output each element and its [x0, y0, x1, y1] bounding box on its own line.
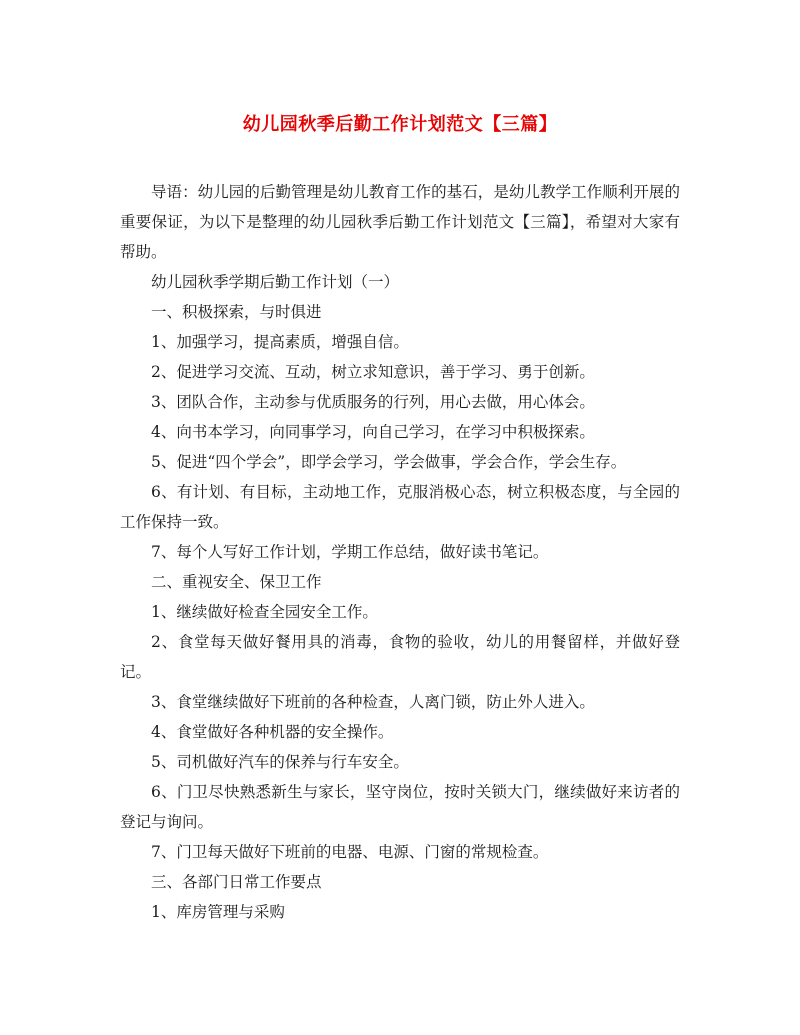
list-item: 7、每个人写好工作计划，学期工作总结，做好读书笔记。 [151, 543, 549, 561]
list-item: 4、食堂做好各种机器的安全操作。 [151, 723, 394, 741]
document-title: 幼儿园秋季后勤工作计划范文【三篇】 [242, 114, 558, 135]
list-item: 7、门卫每天做好下班前的电器、电源、门窗的常规检查。 [151, 843, 549, 861]
plan-one-heading: 幼儿园秋季学期后勤工作计划（一） [151, 273, 400, 291]
section-heading-1: 一、积极探索，与时俱进 [151, 303, 322, 321]
section-heading-2: 二、重视安全、保卫工作 [151, 573, 322, 591]
document-body [120, 177, 680, 927]
intro-paragraph: 导语：幼儿园的后勤管理是幼儿教育工作的基石，是幼儿教学工作顺利开展的重要保证，为以下是整理的幼儿园秋季后勤工作计划范文【三篇】，希望对大家有帮助。 [120, 183, 680, 261]
list-item: 1、库房管理与采购 [151, 903, 285, 921]
list-item: 5、司机做好汽车的保养与行车安全。 [151, 753, 409, 771]
list-item: 1、加强学习，提高素质，增强自信。 [151, 333, 409, 351]
list-item: 3、团队合作，主动参与优质服务的行列，用心去做，用心体会。 [151, 393, 595, 411]
list-item: 6、有计划、有目标，主动地工作，克服消极心态，树立积极态度，与全园的工作保持一致。 [120, 483, 680, 531]
section-heading-3: 三、各部门日常工作要点 [151, 873, 322, 891]
list-item: 5、促进“四个学会”，即学会学习，学会做事，学会合作，学会生存。 [151, 453, 627, 471]
list-item: 2、促进学习交流、互动，树立求知意识，善于学习、勇于创新。 [151, 363, 595, 381]
list-item: 1、继续做好检查全园安全工作。 [151, 603, 378, 621]
list-item: 6、门卫尽快熟悉新生与家长，坚守岗位，按时关锁大门，继续做好来访者的登记与询问。 [120, 783, 680, 831]
list-item: 2、食堂每天做好餐用具的消毒，食物的验收，幼儿的用餐留样，并做好登记。 [120, 633, 680, 681]
list-item: 4、向书本学习，向同事学习，向自己学习，在学习中积极探索。 [151, 423, 595, 441]
list-item: 3、食堂继续做好下班前的各种检查，人离门锁，防止外人进入。 [151, 693, 595, 711]
